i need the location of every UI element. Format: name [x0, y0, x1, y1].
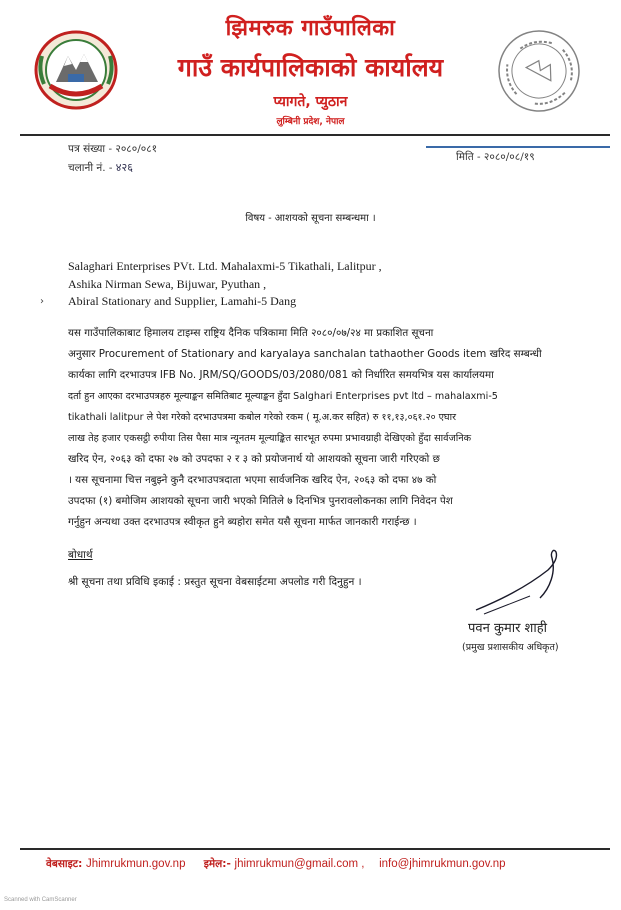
- info-email-link[interactable]: info@jhimrukmun.gov.np: [379, 858, 506, 870]
- body-line: उपदफा (१) बमोजिम आशयको सूचना जारी भएको मितिले ७ दिनभित्र पुनरावलोकनका लागि निवेदन पेश: [68, 495, 453, 507]
- recipient-address: Ashika Nirman Sewa, Bijuwar, Pyuthan ,: [68, 276, 267, 291]
- dispatch-value: ४२६: [115, 161, 133, 174]
- footer-rule: [20, 848, 610, 850]
- signatory-name: पवन कुमार शाही: [468, 621, 548, 636]
- body-line: दर्ता हुन आएका दरभाउपत्रहरु मूल्याङ्कन समितिबाट मूल्याङ्कन हुँदा Salghari Enterprises pvt ltd – mahalaxmi-5: [68, 391, 498, 402]
- org-address-line: प्यागते, प्युठान: [273, 94, 348, 110]
- recipient-addresses: [68, 258, 382, 311]
- email-label: इमेल:-: [203, 858, 231, 870]
- body-line: लाख तेह हजार एकसट्ठी रुपीया तिस पैसा मात्र न्यूनतम मूल्याङ्कित सारभूत रुपमा प्रभावग्राही देखिएको हुँदा सार्वजनिक: [68, 433, 472, 444]
- letter-date: मिति - २०८०/०८/१९: [456, 151, 535, 163]
- website-link[interactable]: Jhimrukmun.gov.np: [85, 858, 186, 870]
- header-rule-accent: [426, 146, 610, 148]
- bullet-mark: ›: [40, 296, 44, 307]
- body-line: । यस सूचनामा चित्त नबुझ्ने कुनै दरभाउपत्रदाता भएमा सार्वजनिक खरिद ऐन, २०६३ को दफा ४७ को: [68, 474, 437, 486]
- org-name-line1: झिमरुक गाउँपालिका: [225, 16, 396, 41]
- org-name-line2: गाउँ कार्यपालिकाको कार्यालय: [177, 53, 444, 82]
- email-link[interactable]: jhimrukmun@gmail.com ,: [234, 858, 365, 870]
- office-stamp: [490, 22, 588, 120]
- dispatch-label: चलानी नं. -: [68, 162, 113, 174]
- cc-recipient: श्री सूचना तथा प्रविधि इकाई : प्रस्तुत सूचना वेबसाईटमा अपलोड गरी दिनुहुन ।: [68, 576, 362, 588]
- signatory-title: (प्रमुख प्रशासकीय अधिकृत): [462, 642, 559, 653]
- org-province-line: लुम्बिनी प्रदेश, नेपाल: [276, 117, 345, 127]
- letter-reference-number: पत्र संख्या - २०८०/०८१: [68, 143, 158, 155]
- scanner-watermark: Scanned with CamScanner: [4, 897, 77, 903]
- recipient-address: Salaghari Enterprises PVt. Ltd. Mahalaxmi-5 Tikathali, Lalitpur ,: [68, 259, 382, 273]
- footer-contact: [46, 856, 506, 871]
- body-line: अनुसार Procurement of Stationary and karyalaya sanchalan tathaother Goods item खरिद सम्बन्धी: [68, 348, 542, 360]
- body-line: tikathali lalitpur ले पेश गरेको दरभाउपत्रमा कबोल गरेको रकम ( मू.अ.कर सहित) रु ११,१३,०६१.२० एघार: [68, 412, 457, 423]
- body-line: गर्नुहुन अन्यथा उक्त दरभाउपत्र स्वीकृत हुने ब्यहोरा समेत यसै सूचना मार्फत जानकारी गराईन्छ ।: [68, 516, 417, 528]
- recipient-address: Abiral Stationary and Supplier, Lamahi-5 Dang: [68, 294, 297, 308]
- cc-title: बोधार्थ: [68, 549, 93, 561]
- body-line: यस गाउँपालिकाबाट हिमालय टाइम्स राष्ट्रिय दैनिक पत्रिकामा मिति २०८०/०७/२४ मा प्रकाशित सूचना: [68, 327, 434, 339]
- header-rule: [20, 134, 610, 136]
- dispatch-number: [68, 160, 133, 175]
- website-label: वेबसाइट:: [46, 858, 83, 870]
- signature: [470, 548, 590, 618]
- body-line: कार्यका लागि दरभाउपत्र IFB No. JRM/SQ/GOODS/03/2080/081 को निर्धारित समयभित्र यस कार्यालयमा: [68, 369, 494, 381]
- letter-subject: विषय - आशयको सूचना सम्बन्धमा ।: [245, 213, 376, 224]
- body-line: खरिद ऐन, २०६३ को दफा २७ को उपदफा २ र ३ को प्रयोजनार्थ यो आशयको सूचना जारी गरिएको छ: [68, 453, 440, 465]
- letter-body: [68, 323, 588, 533]
